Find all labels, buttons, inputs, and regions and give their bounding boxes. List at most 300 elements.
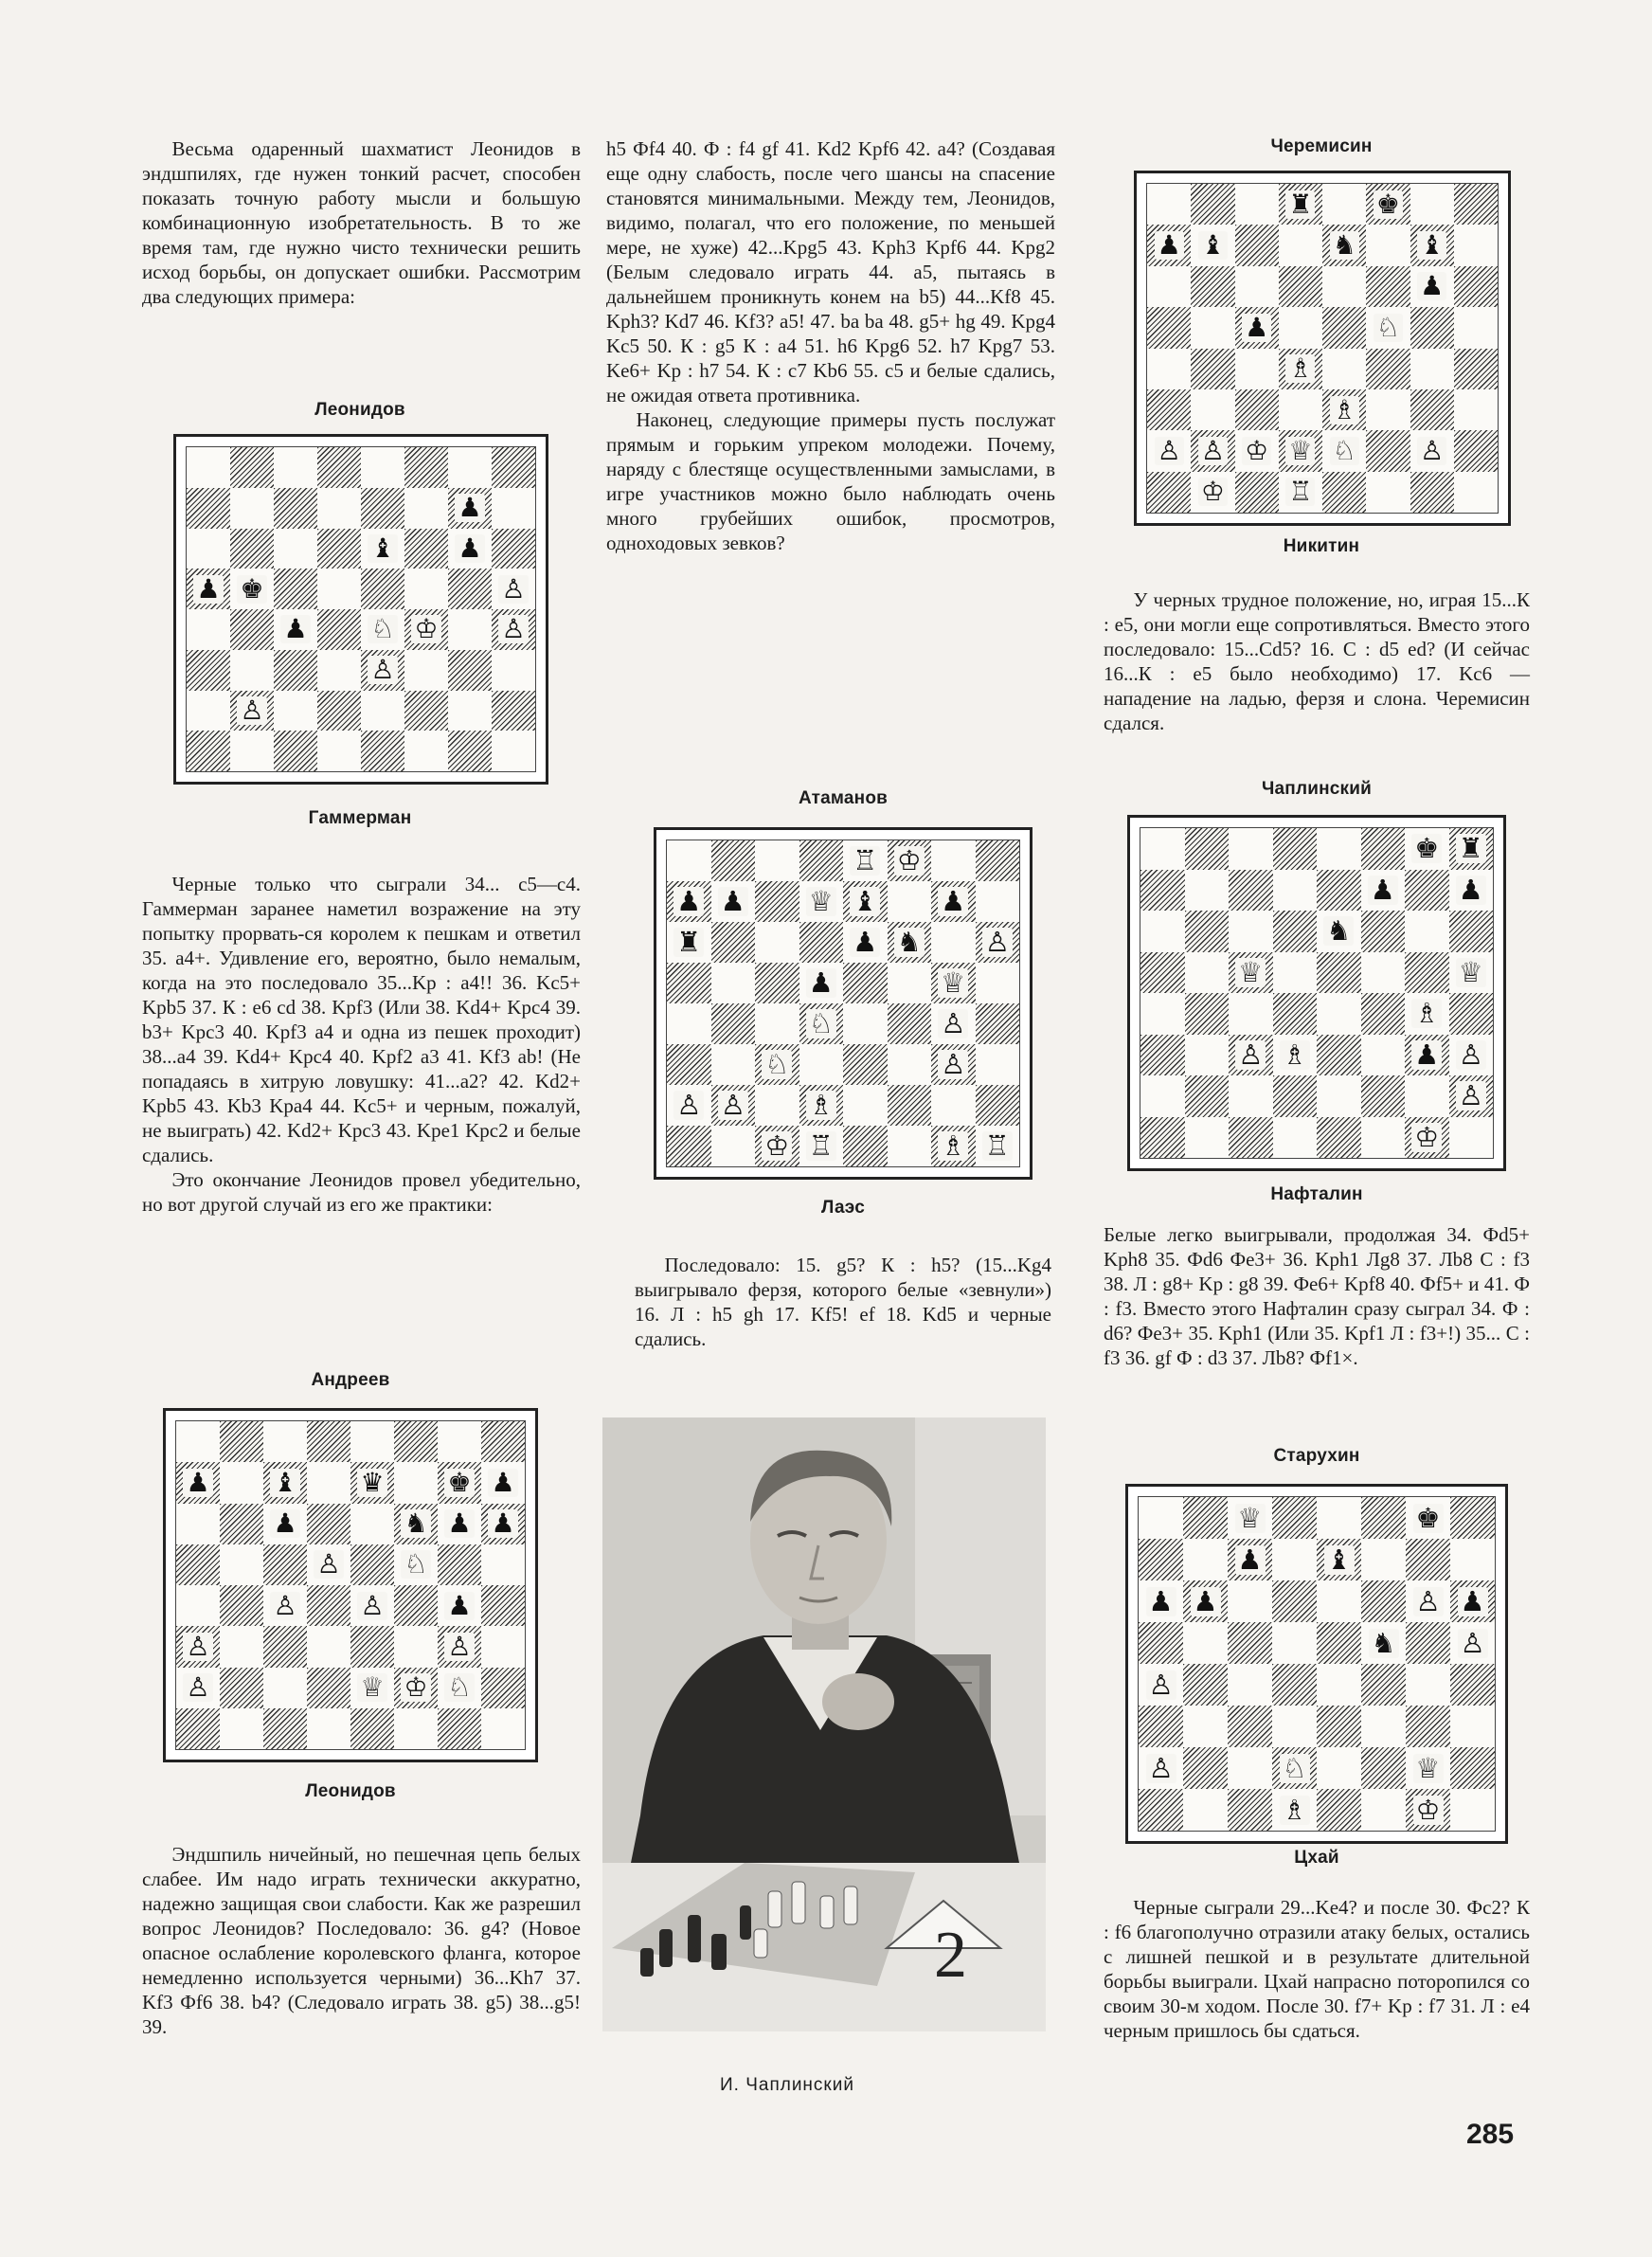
board-6-bottom-caption: Цхай <box>1294 1848 1339 1868</box>
board-square <box>1406 1664 1450 1706</box>
board-square <box>1317 911 1361 952</box>
board-square <box>263 1585 307 1626</box>
black-bishop-icon: ♝ <box>850 887 880 916</box>
board-square <box>1361 1035 1406 1076</box>
board-square <box>1322 307 1366 348</box>
board-square <box>931 1085 976 1126</box>
white-king-icon: ♔ <box>401 1673 430 1702</box>
white-knight-icon: ♘ <box>1374 314 1403 342</box>
board-square <box>1273 828 1318 870</box>
black-pawn-icon: ♟ <box>1456 876 1486 905</box>
black-pawn-icon: ♟ <box>1411 1040 1442 1070</box>
black-bishop-icon: ♝ <box>368 534 397 563</box>
board-square <box>1139 1789 1183 1831</box>
board-square <box>307 1708 350 1749</box>
board-square <box>1139 1580 1183 1622</box>
black-king-icon: ♚ <box>237 575 266 604</box>
board-square <box>1322 184 1366 225</box>
board-square <box>843 1003 888 1044</box>
white-pawn-icon: ♙ <box>1198 437 1228 465</box>
board-square <box>438 1626 481 1667</box>
board-square <box>1185 993 1230 1035</box>
black-pawn-icon: ♟ <box>488 1509 517 1538</box>
board-square <box>1366 307 1410 348</box>
board-square <box>1317 952 1361 994</box>
board-square <box>1183 1622 1228 1664</box>
chess-diagram-6 <box>1125 1484 1508 1844</box>
black-pawn-icon: ♟ <box>1235 1545 1266 1575</box>
board-square <box>667 840 711 881</box>
board-square <box>350 1504 394 1544</box>
board-square <box>187 488 230 529</box>
board-square <box>492 609 535 650</box>
board-square <box>1361 1789 1406 1831</box>
board-square <box>361 731 404 771</box>
board-square <box>1147 184 1191 225</box>
white-pawn-icon: ♙ <box>183 1633 212 1661</box>
board-square <box>976 881 1020 922</box>
board-square <box>1361 1117 1406 1159</box>
board-square <box>1317 1622 1361 1664</box>
board-square <box>1406 1789 1450 1831</box>
board-square <box>317 609 361 650</box>
col1-text-block-1: Черные только что сыграли 34... c5—c4. Гаммерман заранее наметил возражение на эту попытку прорвать-ся королем к пешкам и ответил 35. a4+. Удивление его, вероятно, было немалым, когда на это последовало 35...Kp : a4!! 36. Kc5+ Kpb5 37. К : e6 cd 38. Kpf3 (Или 38. Kd4+ Kpc4 39. b3+ Kpc3 40. Kpf3 a4 и одна из пешек проходит) 38...a4 39. Kd4+ Kpc4 40. Kpf2 a3 41. Kf3 ab! (Не попадаясь в хитрую ловушку: 41...a2? 42. Kd2+ Kpb5 43. Kb3 Kpa4 44. Kc5+ и черным, пожалуй, не выиграть) 42. Kd2+ Kpc3 43. Kpe1 Kpc2 и белые сдались. Это окончание Леонидов провел убедительно, но вот другой случай из его же практики: <box>142 873 581 1216</box>
board-square <box>230 569 274 609</box>
board-square <box>220 1544 263 1585</box>
board-square <box>481 1421 525 1462</box>
board-1-bottom-caption: Гаммерман <box>308 808 412 828</box>
svg-text:2: 2 <box>934 1919 967 1992</box>
board-square <box>1366 430 1410 471</box>
board-square <box>438 1421 481 1462</box>
board-square <box>1228 1747 1272 1789</box>
board-square <box>1450 1747 1495 1789</box>
board-square <box>394 1708 438 1749</box>
board-square <box>1272 1664 1317 1706</box>
board-square <box>361 529 404 569</box>
board-square <box>317 691 361 731</box>
col3-text-block-2: Белые легко выигрывали, продолжая 34. Фd5+ Kph8 35. Фd6 Фe3+ 36. Kph1 Лg8 37. Лb8 С : f3 38. Л : g8+ Kp : g8 39. Фe6+ Kpf8 40. Фf5+ и 41. Ф : f3. Вместо этого Нафталин сразу сыграл 34. Ф : d6? Фe3+ 35. Kph1 (Или 35. Kpf1 Л : f3+!) 35... С : f3 36. gf Ф : d3 37. Лb8? Фf1×. <box>1104 1223 1530 1369</box>
board-square <box>1406 1539 1450 1580</box>
board-square <box>931 922 976 963</box>
board-square <box>1454 225 1498 265</box>
board-square <box>404 529 448 569</box>
board-square <box>230 650 274 691</box>
white-bishop-icon: ♗ <box>1330 396 1359 424</box>
black-pawn-icon: ♟ <box>455 494 484 522</box>
white-pawn-icon: ♙ <box>1456 1081 1486 1110</box>
board-square <box>448 609 492 650</box>
board-square <box>274 609 317 650</box>
white-queen-icon: ♕ <box>357 1673 386 1702</box>
board-square <box>755 881 799 922</box>
board-square <box>667 1085 711 1126</box>
board-square <box>317 529 361 569</box>
white-queen-icon: ♕ <box>938 968 968 998</box>
white-pawn-icon: ♙ <box>498 615 528 643</box>
board-square <box>1317 870 1361 912</box>
board-square <box>1322 349 1366 389</box>
board-square <box>931 881 976 922</box>
board-square <box>492 650 535 691</box>
board-square <box>307 1668 350 1708</box>
white-pawn-icon: ♙ <box>1146 1670 1176 1700</box>
board-5-bottom-caption: Нафталин <box>1270 1184 1363 1204</box>
board-square <box>481 1504 525 1544</box>
white-pawn-icon: ♙ <box>270 1592 299 1620</box>
black-pawn-icon: ♟ <box>1458 1587 1488 1616</box>
board-square <box>1273 911 1318 952</box>
white-pawn-icon: ♙ <box>938 1009 968 1038</box>
board-square <box>1410 184 1454 225</box>
board-square <box>843 1085 888 1126</box>
board-square <box>1140 870 1185 912</box>
photo-caption: И. Чаплинский <box>720 2075 854 2095</box>
board-square <box>481 1668 525 1708</box>
board-square <box>230 488 274 529</box>
white-king-icon: ♔ <box>894 846 925 876</box>
black-pawn-icon: ♟ <box>718 887 748 916</box>
white-pawn-icon: ♙ <box>1456 1040 1486 1070</box>
board-square <box>1228 1539 1272 1580</box>
board-square <box>1183 1706 1228 1747</box>
white-knight-icon: ♘ <box>401 1550 430 1579</box>
board-square <box>1185 1117 1230 1159</box>
board-square <box>1191 349 1234 389</box>
board-2-bottom-caption: Леонидов <box>305 1781 396 1801</box>
player-photo <box>602 1417 1046 2031</box>
board-square <box>481 1708 525 1749</box>
board-square <box>1322 472 1366 513</box>
black-pawn-icon: ♟ <box>673 887 704 916</box>
white-knight-icon: ♘ <box>806 1009 836 1038</box>
board-square <box>843 922 888 963</box>
board-square <box>1410 349 1454 389</box>
board-square <box>755 840 799 881</box>
board-square <box>1361 1622 1406 1664</box>
black-knight-icon: ♞ <box>1369 1629 1399 1658</box>
board-square <box>888 840 932 881</box>
board-square <box>1410 225 1454 265</box>
black-pawn-icon: ♟ <box>280 615 310 643</box>
black-pawn-icon: ♟ <box>183 1469 212 1497</box>
board-square <box>976 840 1020 881</box>
white-knight-icon: ♘ <box>368 615 397 643</box>
board-3-top-caption: Атаманов <box>798 788 889 808</box>
board-square <box>1235 349 1279 389</box>
board-square <box>350 1544 394 1585</box>
board-square <box>394 1462 438 1503</box>
board-square <box>1449 1035 1494 1076</box>
board-square <box>1405 952 1449 994</box>
board-square <box>1454 389 1498 430</box>
board-square <box>1406 1497 1450 1539</box>
board-square <box>755 1044 799 1085</box>
board-square <box>361 447 404 488</box>
white-pawn-icon: ♙ <box>183 1673 212 1702</box>
white-pawn-icon: ♙ <box>1458 1629 1488 1658</box>
board-square <box>1361 1539 1406 1580</box>
board-square <box>799 963 844 1003</box>
board-square <box>1410 307 1454 348</box>
board-square <box>404 650 448 691</box>
board-square <box>317 731 361 771</box>
board-square <box>1140 911 1185 952</box>
board-square <box>1191 225 1234 265</box>
board-square <box>1410 266 1454 307</box>
board-square <box>492 529 535 569</box>
board-square <box>1147 225 1191 265</box>
board-square <box>667 1044 711 1085</box>
board-square <box>448 488 492 529</box>
board-square <box>176 1462 220 1503</box>
board-square <box>220 1668 263 1708</box>
white-pawn-icon: ♙ <box>938 1050 968 1079</box>
black-bishop-icon: ♝ <box>1417 231 1446 260</box>
board-square <box>394 1626 438 1667</box>
board-square <box>1139 1497 1183 1539</box>
white-queen-icon: ♕ <box>1456 958 1486 987</box>
board-square <box>843 840 888 881</box>
board-square <box>176 1708 220 1749</box>
col3-text-block-3: Черные сыграли 29...Ke4? и после 30. Фc2? К : f6 благополучно отразили атаку белых, остались с лишней пешкой и в результате длительной борьбы выиграли. Цхай напрасно поторопился со своим 30-м ходом. После 30. f7+ Kp : f7 31. Л : e4 черным пришлось бы сдаться. <box>1104 1896 1530 2042</box>
white-bishop-icon: ♗ <box>1280 1796 1310 1825</box>
board-square <box>1185 1035 1230 1076</box>
board-square <box>1147 389 1191 430</box>
board-square <box>1183 1789 1228 1831</box>
board-square <box>711 963 756 1003</box>
board-square <box>404 609 448 650</box>
white-rook-icon: ♖ <box>1285 478 1315 506</box>
board-square <box>274 447 317 488</box>
board-square <box>1139 1706 1183 1747</box>
white-queen-icon: ♕ <box>1285 437 1315 465</box>
board-square <box>230 609 274 650</box>
board-square <box>1317 828 1361 870</box>
board-square <box>220 1504 263 1544</box>
black-pawn-icon: ♟ <box>270 1509 299 1538</box>
board-square <box>1235 225 1279 265</box>
white-pawn-icon: ♙ <box>444 1633 474 1661</box>
board-square <box>931 840 976 881</box>
board-square <box>1449 993 1494 1035</box>
board-square <box>1147 266 1191 307</box>
white-rook-icon: ♖ <box>982 1131 1013 1161</box>
board-square <box>1185 870 1230 912</box>
col2-text-block-2: Последовало: 15. g5? К : h5? (15...Kg4 выигрывало ферзя, которого белые «зевнули») 16. Л : h5 gh 17. Kf5! ef 18. Kd5 и черные сдались. <box>635 1254 1051 1350</box>
board-square <box>394 1585 438 1626</box>
board-square <box>307 1626 350 1667</box>
board-square <box>492 691 535 731</box>
board-square <box>1139 1747 1183 1789</box>
black-pawn-icon: ♟ <box>1368 876 1398 905</box>
board-3-bottom-caption: Лаэс <box>821 1198 865 1218</box>
board-square <box>1279 266 1322 307</box>
board-square <box>1229 828 1273 870</box>
board-square <box>888 881 932 922</box>
board-4-bottom-caption: Никитин <box>1283 536 1360 556</box>
board-square <box>755 1085 799 1126</box>
board-square <box>1183 1580 1228 1622</box>
board-grid <box>175 1420 526 1750</box>
white-pawn-icon: ♙ <box>1413 1587 1444 1616</box>
board-square <box>350 1585 394 1626</box>
board-square <box>1405 828 1449 870</box>
board-square <box>1273 1075 1318 1117</box>
board-square <box>274 691 317 731</box>
board-square <box>394 1544 438 1585</box>
board-square <box>220 1708 263 1749</box>
board-square <box>1454 266 1498 307</box>
board-square <box>667 881 711 922</box>
board-square <box>1279 184 1322 225</box>
board-square <box>1235 389 1279 430</box>
board-square <box>394 1504 438 1544</box>
board-square <box>274 650 317 691</box>
board-square <box>1317 1664 1361 1706</box>
board-square <box>755 1003 799 1044</box>
board-square <box>1140 1117 1185 1159</box>
board-square <box>307 1585 350 1626</box>
board-square <box>799 1044 844 1085</box>
board-square <box>888 1085 932 1126</box>
board-square <box>394 1421 438 1462</box>
board-square <box>1235 266 1279 307</box>
board-square <box>843 963 888 1003</box>
board-square <box>404 447 448 488</box>
board-square <box>1410 472 1454 513</box>
board-square <box>263 1626 307 1667</box>
board-square <box>1273 993 1318 1035</box>
white-pawn-icon: ♙ <box>498 575 528 604</box>
board-square <box>1183 1539 1228 1580</box>
board-square <box>667 1003 711 1044</box>
black-pawn-icon: ♟ <box>1155 231 1184 260</box>
board-square <box>1273 870 1318 912</box>
board-square <box>230 529 274 569</box>
board-square <box>1140 1035 1185 1076</box>
black-rook-icon: ♜ <box>673 928 704 957</box>
board-square <box>1272 1789 1317 1831</box>
board-square <box>1366 184 1410 225</box>
board-square <box>1191 472 1234 513</box>
board-square <box>1361 1747 1406 1789</box>
board-square <box>1405 870 1449 912</box>
white-rook-icon: ♖ <box>850 846 880 876</box>
board-square <box>1410 389 1454 430</box>
board-square <box>438 1462 481 1503</box>
board-square <box>187 569 230 609</box>
board-square <box>263 1504 307 1544</box>
board-square <box>448 529 492 569</box>
board-square <box>976 922 1020 963</box>
white-rook-icon: ♖ <box>806 1131 836 1161</box>
col2-text-block-1: h5 Фf4 40. Ф : f4 gf 41. Kd2 Kpf6 42. a4? (Создавая еще одну слабость, после чего шансы на спасение становятся минимальными. Между тем, Леонидов, видимо, полагал, что его положение, по меньшей мере, не хуже) 42...Kpg5 43. Kph3 Kpf6 44. Kpg2 (Белым следовало играть 44. a5, пытаясь в дальнейшем проникнуть конем на b5) 44...Kf8 45. Kph3? Kd7 46. Kf3? a5! 47. ba ba 48. g5+ hg 49. Kpg4 Kc5 50. К : g5 К : a4 51. h6 Kpg6 52. h7 Kpg7 53. Ke6+ Kp : h7 54. К : c7 Kb6 55. c5 и белые сдались, не ожидая ответа противника. Наконец, следующие примеры пусть послужат прямым и горьким упреком молодежи. Почему, наряду с блестяще осуществленными замыслами, в игре участников можно было наблюдать очень много грубейших ошибок, просмотров, одноходовых зевков? <box>606 137 1055 554</box>
board-square <box>1183 1747 1228 1789</box>
black-knight-icon: ♞ <box>1330 231 1359 260</box>
board-square <box>220 1585 263 1626</box>
board-square <box>230 731 274 771</box>
board-square <box>187 731 230 771</box>
black-bishop-icon: ♝ <box>1324 1545 1355 1575</box>
board-square <box>307 1504 350 1544</box>
black-pawn-icon: ♟ <box>193 575 223 604</box>
board-square <box>438 1544 481 1585</box>
board-square <box>931 1044 976 1085</box>
white-pawn-icon: ♙ <box>357 1592 386 1620</box>
board-square <box>1366 472 1410 513</box>
board-square <box>1361 1664 1406 1706</box>
board-square <box>1361 1706 1406 1747</box>
board-square <box>350 1462 394 1503</box>
board-square <box>448 691 492 731</box>
board-2-top-caption: Андреев <box>311 1370 390 1390</box>
board-grid <box>666 840 1020 1167</box>
white-pawn-icon: ♙ <box>673 1091 704 1120</box>
board-square <box>187 691 230 731</box>
white-pawn-icon: ♙ <box>1146 1754 1176 1783</box>
board-square <box>1228 1497 1272 1539</box>
board-square <box>1361 1497 1406 1539</box>
board-square <box>438 1585 481 1626</box>
white-king-icon: ♔ <box>411 615 440 643</box>
board-square <box>307 1462 350 1503</box>
board-square <box>1272 1539 1317 1580</box>
board-square <box>361 488 404 529</box>
board-square <box>1450 1706 1495 1747</box>
board-square <box>1366 349 1410 389</box>
board-square <box>1406 1580 1450 1622</box>
board-square <box>1317 1580 1361 1622</box>
board-square <box>448 447 492 488</box>
board-square <box>799 1126 844 1166</box>
board-square <box>1147 349 1191 389</box>
white-queen-icon: ♕ <box>806 887 836 916</box>
board-square <box>667 1126 711 1166</box>
board-grid <box>1146 183 1499 514</box>
chess-diagram-4 <box>1134 171 1511 526</box>
board-square <box>1191 266 1234 307</box>
board-square <box>1229 1075 1273 1117</box>
board-square <box>1147 307 1191 348</box>
board-square <box>888 1044 932 1085</box>
black-pawn-icon: ♟ <box>444 1592 474 1620</box>
board-square <box>711 840 756 881</box>
white-bishop-icon: ♗ <box>938 1131 968 1161</box>
board-4-top-caption: Черемисин <box>1270 136 1373 156</box>
board-square <box>361 609 404 650</box>
board-square <box>888 922 932 963</box>
board-square <box>976 963 1020 1003</box>
board-square <box>1361 911 1406 952</box>
board-square <box>176 1544 220 1585</box>
board-square <box>1279 430 1322 471</box>
black-bishop-icon: ♝ <box>1198 231 1228 260</box>
board-square <box>1229 952 1273 994</box>
board-square <box>1140 993 1185 1035</box>
black-pawn-icon: ♟ <box>850 928 880 957</box>
board-square <box>1147 472 1191 513</box>
board-square <box>799 922 844 963</box>
board-square <box>1449 828 1494 870</box>
board-square <box>1140 952 1185 994</box>
board-square <box>404 488 448 529</box>
board-square <box>187 609 230 650</box>
board-square <box>1450 1580 1495 1622</box>
board-square <box>187 529 230 569</box>
board-square <box>799 1085 844 1126</box>
board-square <box>350 1708 394 1749</box>
